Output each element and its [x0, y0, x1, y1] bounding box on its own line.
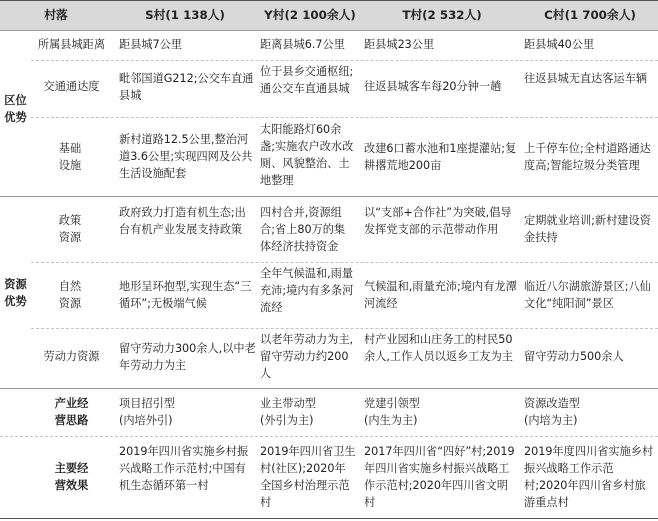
row-label-natural: 自然 资源 — [58, 280, 82, 310]
t-main-effect: 2017年四川省“四好”村;2019年四川省实施乡村振兴战略工作示范村;2020年四川省文明村 — [364, 445, 515, 509]
t-distance: 距县城23公里 — [364, 38, 435, 51]
y-industry-strategy: 业主带动型 (外引为主) — [260, 397, 316, 427]
t-industry-strategy: 党建引领型 (内生为主) — [364, 397, 420, 427]
y-policy: 四村合并,资源组合;省上80万的集体经济扶持资金 — [260, 206, 346, 253]
row-divider — [31, 328, 658, 329]
c-labor: 留守劳动力500余人 — [524, 350, 624, 363]
row-label-industry-strategy: 产业经 营思路 — [54, 397, 89, 427]
y-natural: 全年气候温和,雨量充沛;境内有多条河流经 — [260, 267, 354, 314]
t-policy: 以“支部+合作社”为突破,倡导发挥党支部的示范带动作用 — [364, 206, 512, 236]
s-labor: 留守劳动力300余人,以中老年劳动力为主 — [119, 342, 256, 372]
s-policy: 政府致力打造有机生态;出台有机产业发展支持政策 — [119, 206, 246, 236]
row-label-infrastructure: 基础 设施 — [58, 142, 82, 172]
row-label-policy: 政策 资源 — [58, 214, 82, 244]
header-c-village: C村(1 700余人) — [544, 8, 636, 22]
s-main-effect: 2019年四川省实施乡村振兴战略工作示范村;中国有机生态循环第一村 — [119, 445, 249, 492]
s-infrastructure: 新村道路12.5公里,整治河道3.6公里;实现四网及公共生活设施配套 — [119, 133, 253, 180]
header-s-village: S村(1 138人) — [145, 8, 225, 22]
t-natural: 气候温和,雨量充沛;境内有龙潭河流经 — [364, 280, 517, 310]
row-label-labor: 劳动力资源 — [43, 350, 100, 363]
row-divider — [0, 436, 658, 437]
s-industry-strategy: 项目招引型 (内培外引) — [119, 397, 175, 427]
header-village: 村落 — [44, 8, 68, 22]
y-labor: 以老年劳动力为主,留守劳动力约200人 — [260, 333, 354, 380]
group-resource-advantage: 资源 优势 — [4, 278, 27, 308]
c-natural: 临近八尔湖旅游景区;八仙文化“纯阳洞”景区 — [524, 280, 651, 310]
t-labor: 村产业园和山庄务工的村民50余人,工作人员以返乡工友为主 — [364, 333, 513, 363]
c-distance: 距县城40公里 — [524, 38, 595, 51]
header-y-village: Y村(2 100余人) — [264, 8, 356, 22]
group-divider — [0, 388, 658, 389]
bottom-rule — [0, 518, 658, 519]
row-divider — [31, 262, 658, 263]
row-label-distance: 所属县城距离 — [37, 38, 106, 51]
c-traffic: 往返县城无直达客运车辆 — [524, 72, 648, 85]
s-distance: 距县城7公里 — [119, 38, 183, 51]
row-divider — [31, 60, 658, 61]
row-label-traffic: 交通通达度 — [43, 80, 100, 93]
header-t-village: T村(2 532人) — [402, 8, 482, 22]
group-location-advantage: 区位 优势 — [4, 94, 27, 124]
row-label-main-effect: 主要经 营效果 — [54, 462, 89, 492]
y-traffic: 位于县乡交通枢纽;通公交车直通县城 — [260, 65, 354, 95]
group-divider — [0, 196, 658, 197]
t-infrastructure: 改建6口蓄水池和1座提灌站;复耕撂荒地200亩 — [364, 142, 517, 172]
y-distance: 距离县城6.7公里 — [260, 38, 345, 51]
row-divider — [31, 117, 658, 118]
c-main-effect: 2019年度四川省实施乡村振兴战略工作示范村;2020年四川省乡村旅游重点村 — [524, 445, 654, 509]
header-rule — [0, 30, 658, 31]
s-natural: 地形呈环抱型,实现生态“三循环”;无极端气候 — [119, 280, 252, 310]
y-infrastructure: 太阳能路灯60余盏;实施农户改水改厕、风貌整治、土地整理 — [260, 123, 354, 187]
c-policy: 定期就业培训;新村建设资金扶持 — [524, 214, 651, 244]
c-infrastructure: 上千停车位;全村道路通达度高;智能垃圾分类管理 — [524, 142, 651, 172]
s-traffic: 毗邻国道G212;公交车直通县城 — [119, 72, 254, 102]
c-industry-strategy: 资源改造型 (内培为主) — [524, 397, 580, 427]
t-traffic: 往返县城客车每20分钟一趟 — [364, 80, 502, 93]
y-main-effect: 2019年四川省卫生村(社区);2020年全国乡村治理示范村 — [260, 445, 356, 509]
